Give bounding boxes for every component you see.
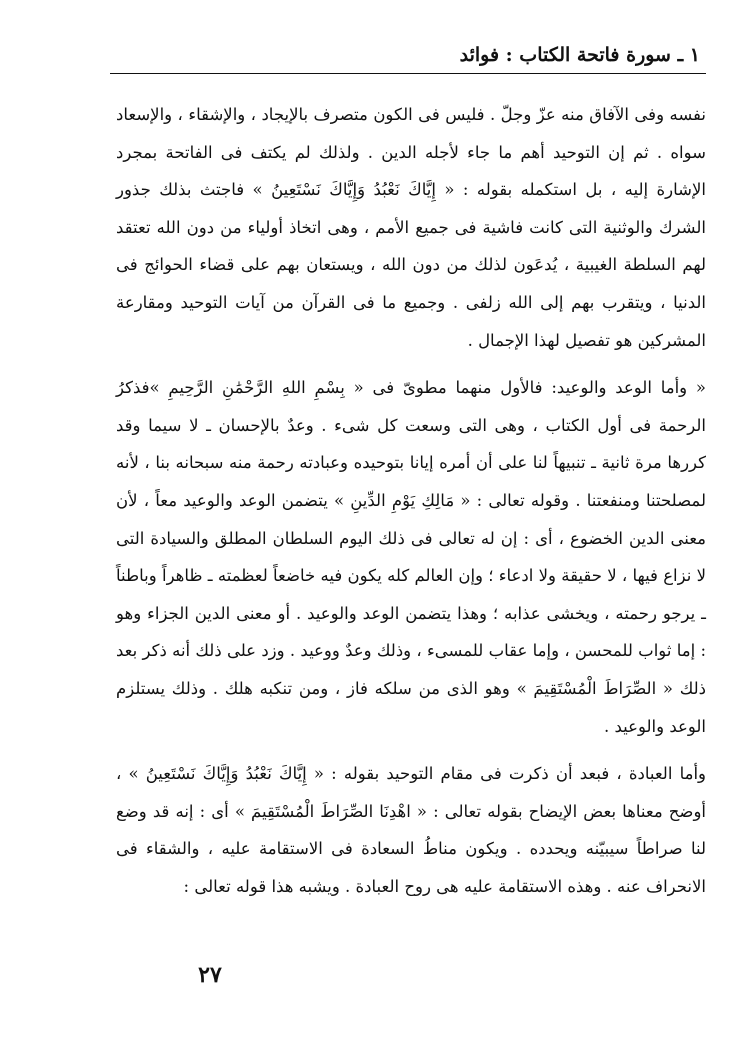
paragraph-ibada: وأما العبادة ، فبعد أن ذكرت فى مقام التوحيد بقوله : « إِيَّاكَ نَعْبُدُ وَإِيَّاكَ نَسْتَعِينُ » ، أوضح معناها بعض الإيضاح بقوله تعالى : « اهْدِنَا الصِّرَاطَ الْمُسْتَقِيمَ » أى : إنه قد وضع لنا صراطاً سيبيّنه ويحدده . ويكون مناطُ السعادة فى الاستقامة عليه ، والشقاء فى الانحراف عنه . وهذه الاستقامة عليه هى روح العبادة . ويشبه هذا قوله تعالى : <box>116 764 706 896</box>
page-header-title: ١ ـ سورة فاتحة الكتاب : فوائد <box>459 44 700 66</box>
page-number: ٢٧ <box>198 962 222 988</box>
page-header <box>110 38 700 72</box>
header-divider <box>110 73 706 74</box>
paragraph-tawhid: نفسه وفى الآفاق منه عزّ وجلّ . فليس فى الكون متصرف بالإيجاد ، والإشقاء ، والإسعاد سواه . ثم إن التوحيد أهم ما جاء لأجله الدين . ولذلك لم يكتف فى الفاتحة بمجرد الإشارة إليه ، بل استكمله بقوله : « إِيَّاكَ نَعْبُدُ وَإِيَّاكَ نَسْتَعِينُ » فاجتث بذلك جذور الشرك والوثنية التى كانت فاشية فى جميع الأمم ، وهى اتخاذ أولياء من دون الله تعتقد لهم السلطة الغيبية ، يُدعَون لذلك من دون الله ، ويستعان بهم على قضاء الحوائج فى الدنيا ، ويتقرب بهم إلى الله زلفى . وجميع ما فى القرآن من آيات التوحيد ومقارعة المشركين هو تفصيل لهذا الإجمال . <box>116 105 706 350</box>
paragraph-wad-wawaid: « وأما الوعد والوعيد: فالأول منهما مطوىّ فى « بِسْمِ اللهِ الرَّحْمَٰنِ الرَّحِيمِ »فذكرُ الرحمة فى أول الكتاب ، وهى التى وسعت كل شىء . وعدٌ بالإحسان ـ لا سيما وقد كررها مرة ثانية ـ تنبيهاً لنا على أن أمره إيانا بتوحيده وعبادته رحمة منه سبحانه بنا ، لأنه لمصلحتنا ومنفعتنا . وقوله تعالى : « مَالِكِ يَوْمِ الدِّينِ » يتضمن الوعد والوعيد معاً ، لأن معنى الدين الخضوع ، أى : إن له تعالى فى ذلك اليوم السلطان المطلق والسيادة التى لا نزاع فيها ، لا حقيقة ولا ادعاء ؛ وإن العالم كله يكون فيه خاضعاً لعظمته ـ ظاهراً وباطناً ـ يرجو رحمته ، ويخشى عذابه ؛ وهذا يتضمن الوعد والوعيد . أو معنى الدين الجزاء وهو : إما ثواب للمحسن ، وإما عقاب للمسىء ، وذلك وعدٌ ووعيد . وزد على ذلك أنه ذكر بعد ذلك « الصِّرَاطَ الْمُسْتَقِيمَ » وهو الذى من سلكه فاز ، ومن تنكبه هلك . وذلك يستلزم الوعد والوعيد . <box>116 378 706 736</box>
page-body <box>116 96 706 905</box>
